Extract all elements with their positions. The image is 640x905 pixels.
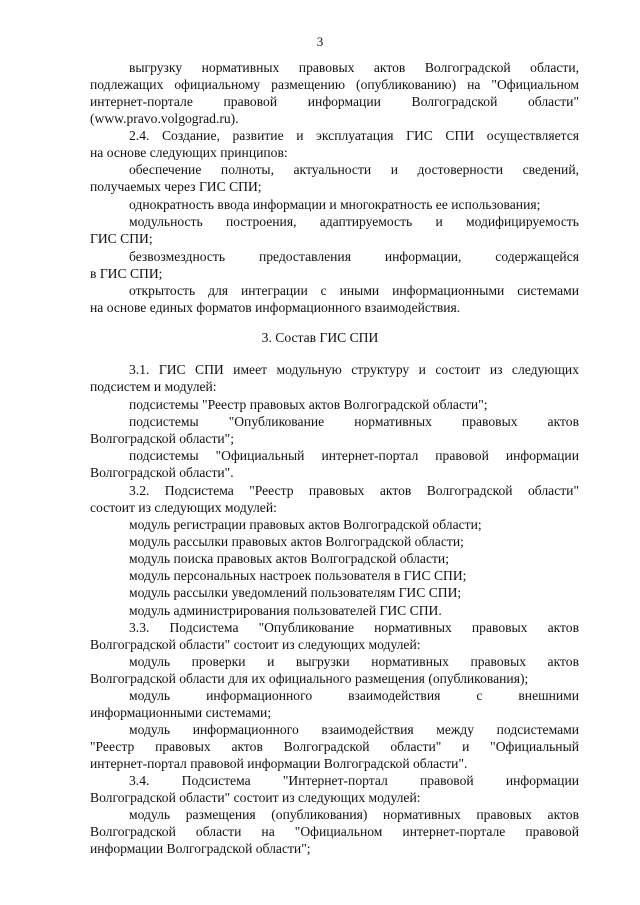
text-line: обеспечение полноты, актуальности и достоверности сведений, [129, 162, 579, 177]
text-line: подсистемы "Официальный интернет-портал правовой информации [129, 448, 579, 463]
text-line: подсистемы "Реестр правовых актов Волгоградской области"; [129, 397, 488, 412]
text-line: модуль рассылки правовых актов Волгоградской области; [129, 534, 464, 549]
text-line: ГИС СПИ; [90, 231, 153, 246]
text-line: интернет-портале правовой информации Волгоградской области" [90, 94, 579, 109]
text-line: однократность ввода информации и многократность ее использования; [129, 197, 541, 212]
text-line: интернет-портал правовой информации Волгоградской области". [90, 756, 468, 771]
text-line: выгрузку нормативных правовых актов Волгоградской области, [129, 60, 579, 75]
text-line: информации Волгоградской области"; [90, 841, 311, 856]
text-line: модуль информационного взаимодействия между подсистемами [129, 722, 579, 737]
text-line: безвозмездность предоставления информации, содержащейся [129, 249, 579, 264]
text-line: модуль администрирования пользователей ГИС СПИ. [129, 603, 442, 618]
text-line: на основе единых форматов информационного взаимодействия. [90, 300, 461, 315]
text-line: подсистем и модулей: [90, 379, 217, 394]
text-line: получаемых через ГИС СПИ; [90, 179, 262, 194]
text-line: Волгоградской области для их официального размещения (опубликования); [90, 671, 529, 686]
text-line: информационными системами; [90, 705, 272, 720]
text-line: открытость для интеграции с иными информационными системами [129, 283, 579, 298]
section-heading: 3. Состав ГИС СПИ [261, 330, 379, 345]
text-line: модуль размещения (опубликования) нормативных правовых актов [129, 807, 579, 822]
text-line: Волгоградской области на "Официальном интернет-портале правовой [90, 824, 579, 839]
text-line: 3.1. ГИС СПИ имеет модульную структуру и состоит из следующих [129, 362, 579, 377]
text-line: модуль рассылки уведомлений пользователям ГИС СПИ; [129, 585, 462, 600]
text-line: "Реестр правовых актов Волгоградской области" и "Официальный [90, 739, 579, 754]
text-line: модуль персональных настроек пользователя в ГИС СПИ; [129, 568, 467, 583]
text-line: 2.4. Создание, развитие и эксплуатация ГИС СПИ осуществляется [129, 128, 579, 143]
text-line: Волгоградской области" состоит из следующих модулей: [90, 790, 421, 805]
text-line: в ГИС СПИ; [90, 266, 163, 281]
text-line: модуль поиска правовых актов Волгоградской области; [129, 551, 449, 566]
text-line: состоит из следующих модулей: [90, 500, 277, 515]
text-line: модуль регистрации правовых актов Волгоградской области; [129, 517, 482, 532]
text-line: 3.4. Подсистема "Интернет-портал правовой информации [129, 773, 579, 788]
text-line: 3.3. Подсистема "Опубликование нормативных правовых актов [129, 620, 579, 635]
text-line: 3.2. Подсистема "Реестр правовых актов Волгоградской области" [129, 483, 579, 498]
text-line: подлежащих официальному размещению (опубликованию) на "Официальном [90, 77, 579, 92]
text-line: Волгоградской области"; [90, 431, 235, 446]
text-line: модульность построения, адаптируемость и модифицируемость [129, 214, 579, 229]
text-line: подсистемы "Опубликование нормативных правовых актов [129, 414, 579, 429]
text-line: Волгоградской области" состоит из следующих модулей: [90, 637, 421, 652]
text-line: модуль проверки и выгрузки нормативных правовых актов [129, 654, 579, 669]
page-number: 3 [316, 34, 324, 49]
text-line: на основе следующих принципов: [90, 145, 288, 160]
text-line: модуль информационного взаимодействия с внешними [129, 688, 579, 703]
text-line: Волгоградской области". [90, 465, 234, 480]
text-line: (www.pravo.volgograd.ru). [90, 111, 239, 126]
